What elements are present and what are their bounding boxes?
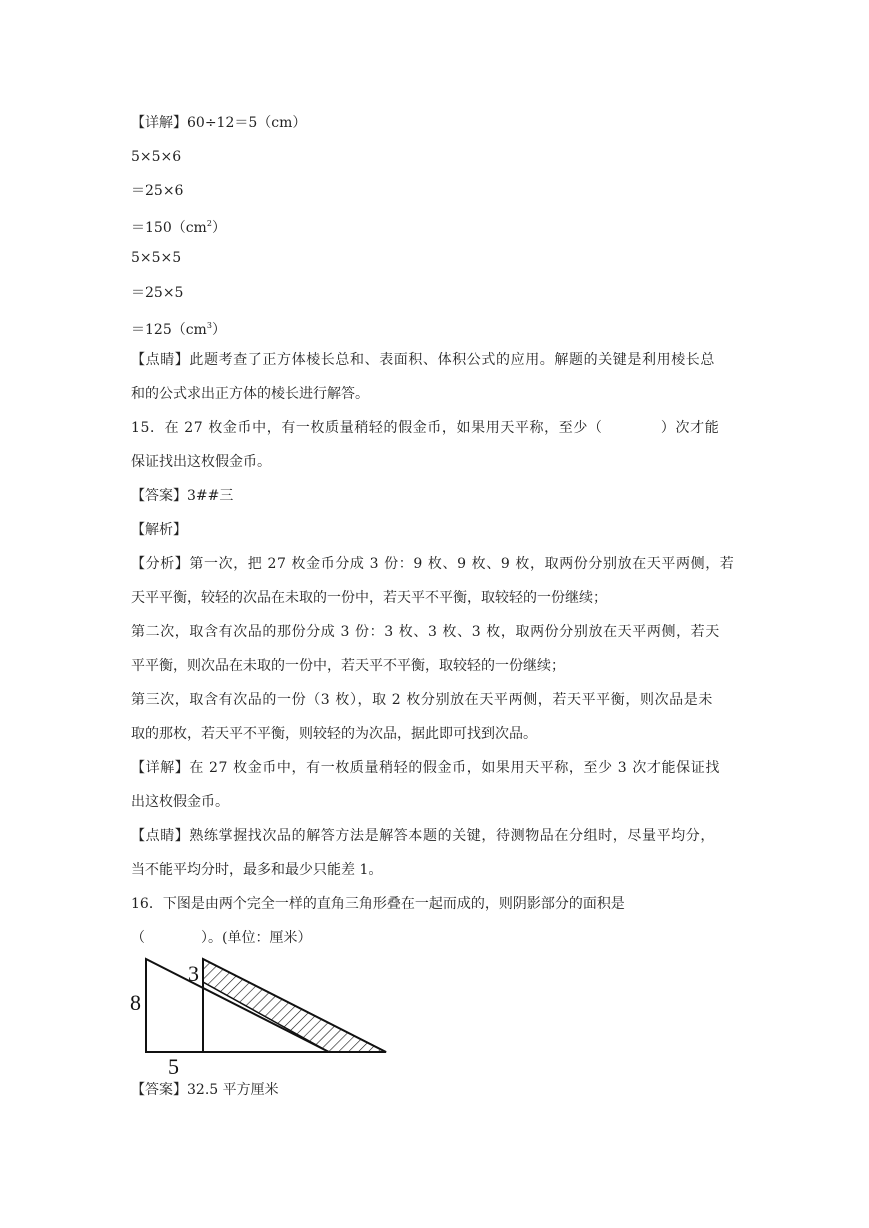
text: ）: [211, 220, 226, 236]
text: ＝150（cm: [131, 220, 207, 236]
analysis-line: 第二次，取含有次品的那份分成 3 份：3 枚、3 枚、3 枚，取两份分别放在天平两侧，若天: [131, 624, 720, 640]
analysis-line: 取的那枚，若天平不平衡，则较轻的为次品，据此即可找到次品。: [131, 726, 537, 742]
calc-line: [131, 181, 183, 201]
note-line: 【点睛】熟练掌握找次品的解答方法是解答本题的关键，待测物品在分组时，尽量平均分，: [131, 828, 715, 844]
text: ＝125（cm: [131, 322, 207, 338]
analysis-heading: 【解析】: [131, 522, 187, 538]
note-line: 【点睛】此题考查了正方体棱长总和、表面积、体积公式的应用。解题的关键是利用棱长总: [131, 352, 715, 368]
calc-line: [131, 147, 181, 167]
label-base: 5: [168, 1054, 179, 1079]
question-15-cont: 保证找出这枚假金币。: [131, 454, 271, 470]
right-triangle: [203, 959, 386, 1052]
question-15: 15．在 27 枚金币中，有一枚质量稍轻的假金币，如果用天平称，至少（ ）次才能: [131, 420, 720, 436]
calc-line: [131, 214, 226, 238]
text: ＝25×5: [131, 285, 184, 301]
label-height: 8: [130, 990, 141, 1015]
detail-line: 出这枚假金币。: [131, 794, 229, 810]
label-overlap: 3: [188, 961, 199, 986]
text: ＝25×6: [131, 183, 184, 199]
analysis-line: 天平平衡，较轻的次品在未取的一份中，若天平不平衡，取较轻的一份继续；: [131, 590, 607, 606]
text: 【详解】60÷12＝5（cm）: [131, 115, 307, 131]
analysis-line: 第三次，取含有次品的一份（3 枚），取 2 枚分别放在天平两侧，若天平平衡，则次品是未: [131, 692, 713, 708]
question-16-cont: （ ）。(单位：厘米）: [131, 930, 312, 946]
superscript: 2: [206, 219, 212, 228]
calc-line: [131, 283, 183, 303]
calc-line: [131, 248, 181, 268]
answer-line: 【答案】3##三: [131, 488, 234, 504]
note-line: 和的公式求出正方体的棱长进行解答。: [131, 386, 369, 402]
question-16: 16．下图是由两个完全一样的直角三角形叠在一起而成的，则阴影部分的面积是: [131, 896, 625, 912]
text: ）: [211, 322, 226, 338]
analysis-line: 【分析】第一次，把 27 枚金币分成 3 份：9 枚、9 枚、9 枚，取两份分别放在天平两侧，若: [131, 556, 735, 572]
analysis-line: 平平衡，则次品在未取的一份中，若天平不平衡，取较轻的一份继续；: [131, 658, 565, 674]
calc-line: [131, 316, 226, 340]
triangles-figure: [128, 955, 398, 1080]
text: 5×5×5: [131, 250, 182, 266]
detail-line: [131, 113, 306, 133]
detail-line: 【详解】在 27 枚金币中，有一枚质量稍轻的假金币，如果用天平称，至少 3 次才能保证找: [131, 760, 720, 776]
text: 5×5×6: [131, 149, 182, 165]
answer-line: 【答案】32.5 平方厘米: [131, 1082, 279, 1098]
left-triangle: [146, 959, 329, 1052]
superscript: 3: [206, 321, 212, 330]
note-line: 当不能平均分时，最多和最少只能差 1。: [131, 862, 383, 878]
